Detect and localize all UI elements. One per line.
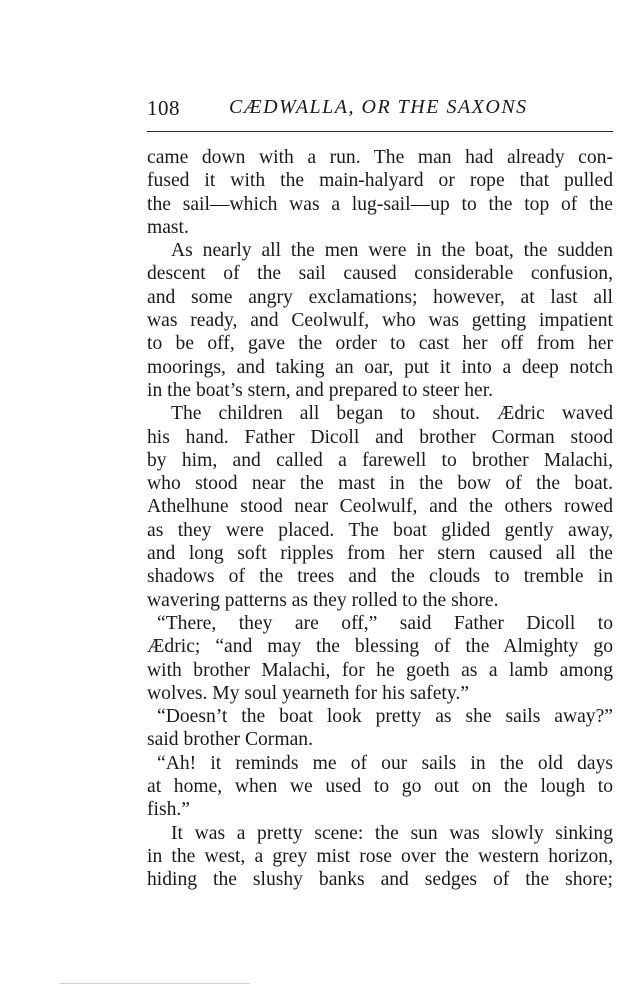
text-line: As nearly all the men were in the boat, the sudden [171,240,613,262]
text-line: and long soft ripples from her stern caused all the [147,543,613,565]
text-line: Ædric; “and may the blessing of the Almighty go [147,636,613,658]
text-line: to be off, gave the order to cast her off from her [147,333,613,355]
text-line: wolves. My soul yearneth for his safety.” [147,682,469,704]
text-line: “There, they are off,” said Father Dicoll to [157,612,613,634]
page-header [147,96,613,126]
text-line: with brother Malachi, for he goeth as a lamb among [147,659,613,681]
text-line: It was a pretty scene: the sun was slowly sinking [171,822,613,844]
text-line: came down with a run. The man had already con- [147,147,613,168]
running-title: CÆDWALLA, OR THE SAXONS [229,96,528,118]
text-line: descent of the sail caused considerable confusion, [147,263,613,285]
text-line: wavering patterns as they rolled to the shore. [147,589,499,611]
text-line: the sail—which was a lug-sail—up to the top of the [147,193,613,215]
text-line: who stood near the mast in the bow of the boat. [147,473,613,495]
text-line: Athelhune stood near Ceolwulf, and the others rowed [147,496,613,518]
text-line: as they were placed. The boat glided gently away, [147,519,613,541]
text-line: in the west, a grey mist rose over the western horizon, [147,845,613,867]
text-line: said brother Corman. [147,729,313,751]
header-rule [147,131,613,132]
text-line: fish.” [147,799,190,821]
text-line: mast. [147,216,189,238]
text-line: at home, when we used to go out on the lough to [147,776,613,798]
text-line: by him, and called a farewell to brother Malachi, [147,449,613,471]
text-line: “Doesn’t the boat look pretty as she sails away?” [157,706,613,728]
text-line: shadows of the trees and the clouds to tremble in [147,566,613,588]
text-line: in the boat’s stern, and prepared to steer her. [147,379,494,401]
footer-rule [60,983,250,984]
text-line: hiding the slushy banks and sedges of the shore; [147,869,613,891]
text-line: his hand. Father Dicoll and brother Corman stood [147,426,613,448]
text-line: and some angry exclamations; however, at last all [147,286,613,308]
text-line: was ready, and Ceolwulf, who was getting impatient [147,310,613,332]
text-line: moorings, and taking an oar, put it into a deep notch [147,356,613,378]
text-line: The children all began to shout. Ædric waved [171,403,613,425]
text-line: fused it with the main-halyard or rope that pulled [147,170,613,192]
body-text [147,146,613,892]
page-number: 108 [147,96,180,120]
text-line: “Ah! it reminds me of our sails in the old days [157,752,613,774]
